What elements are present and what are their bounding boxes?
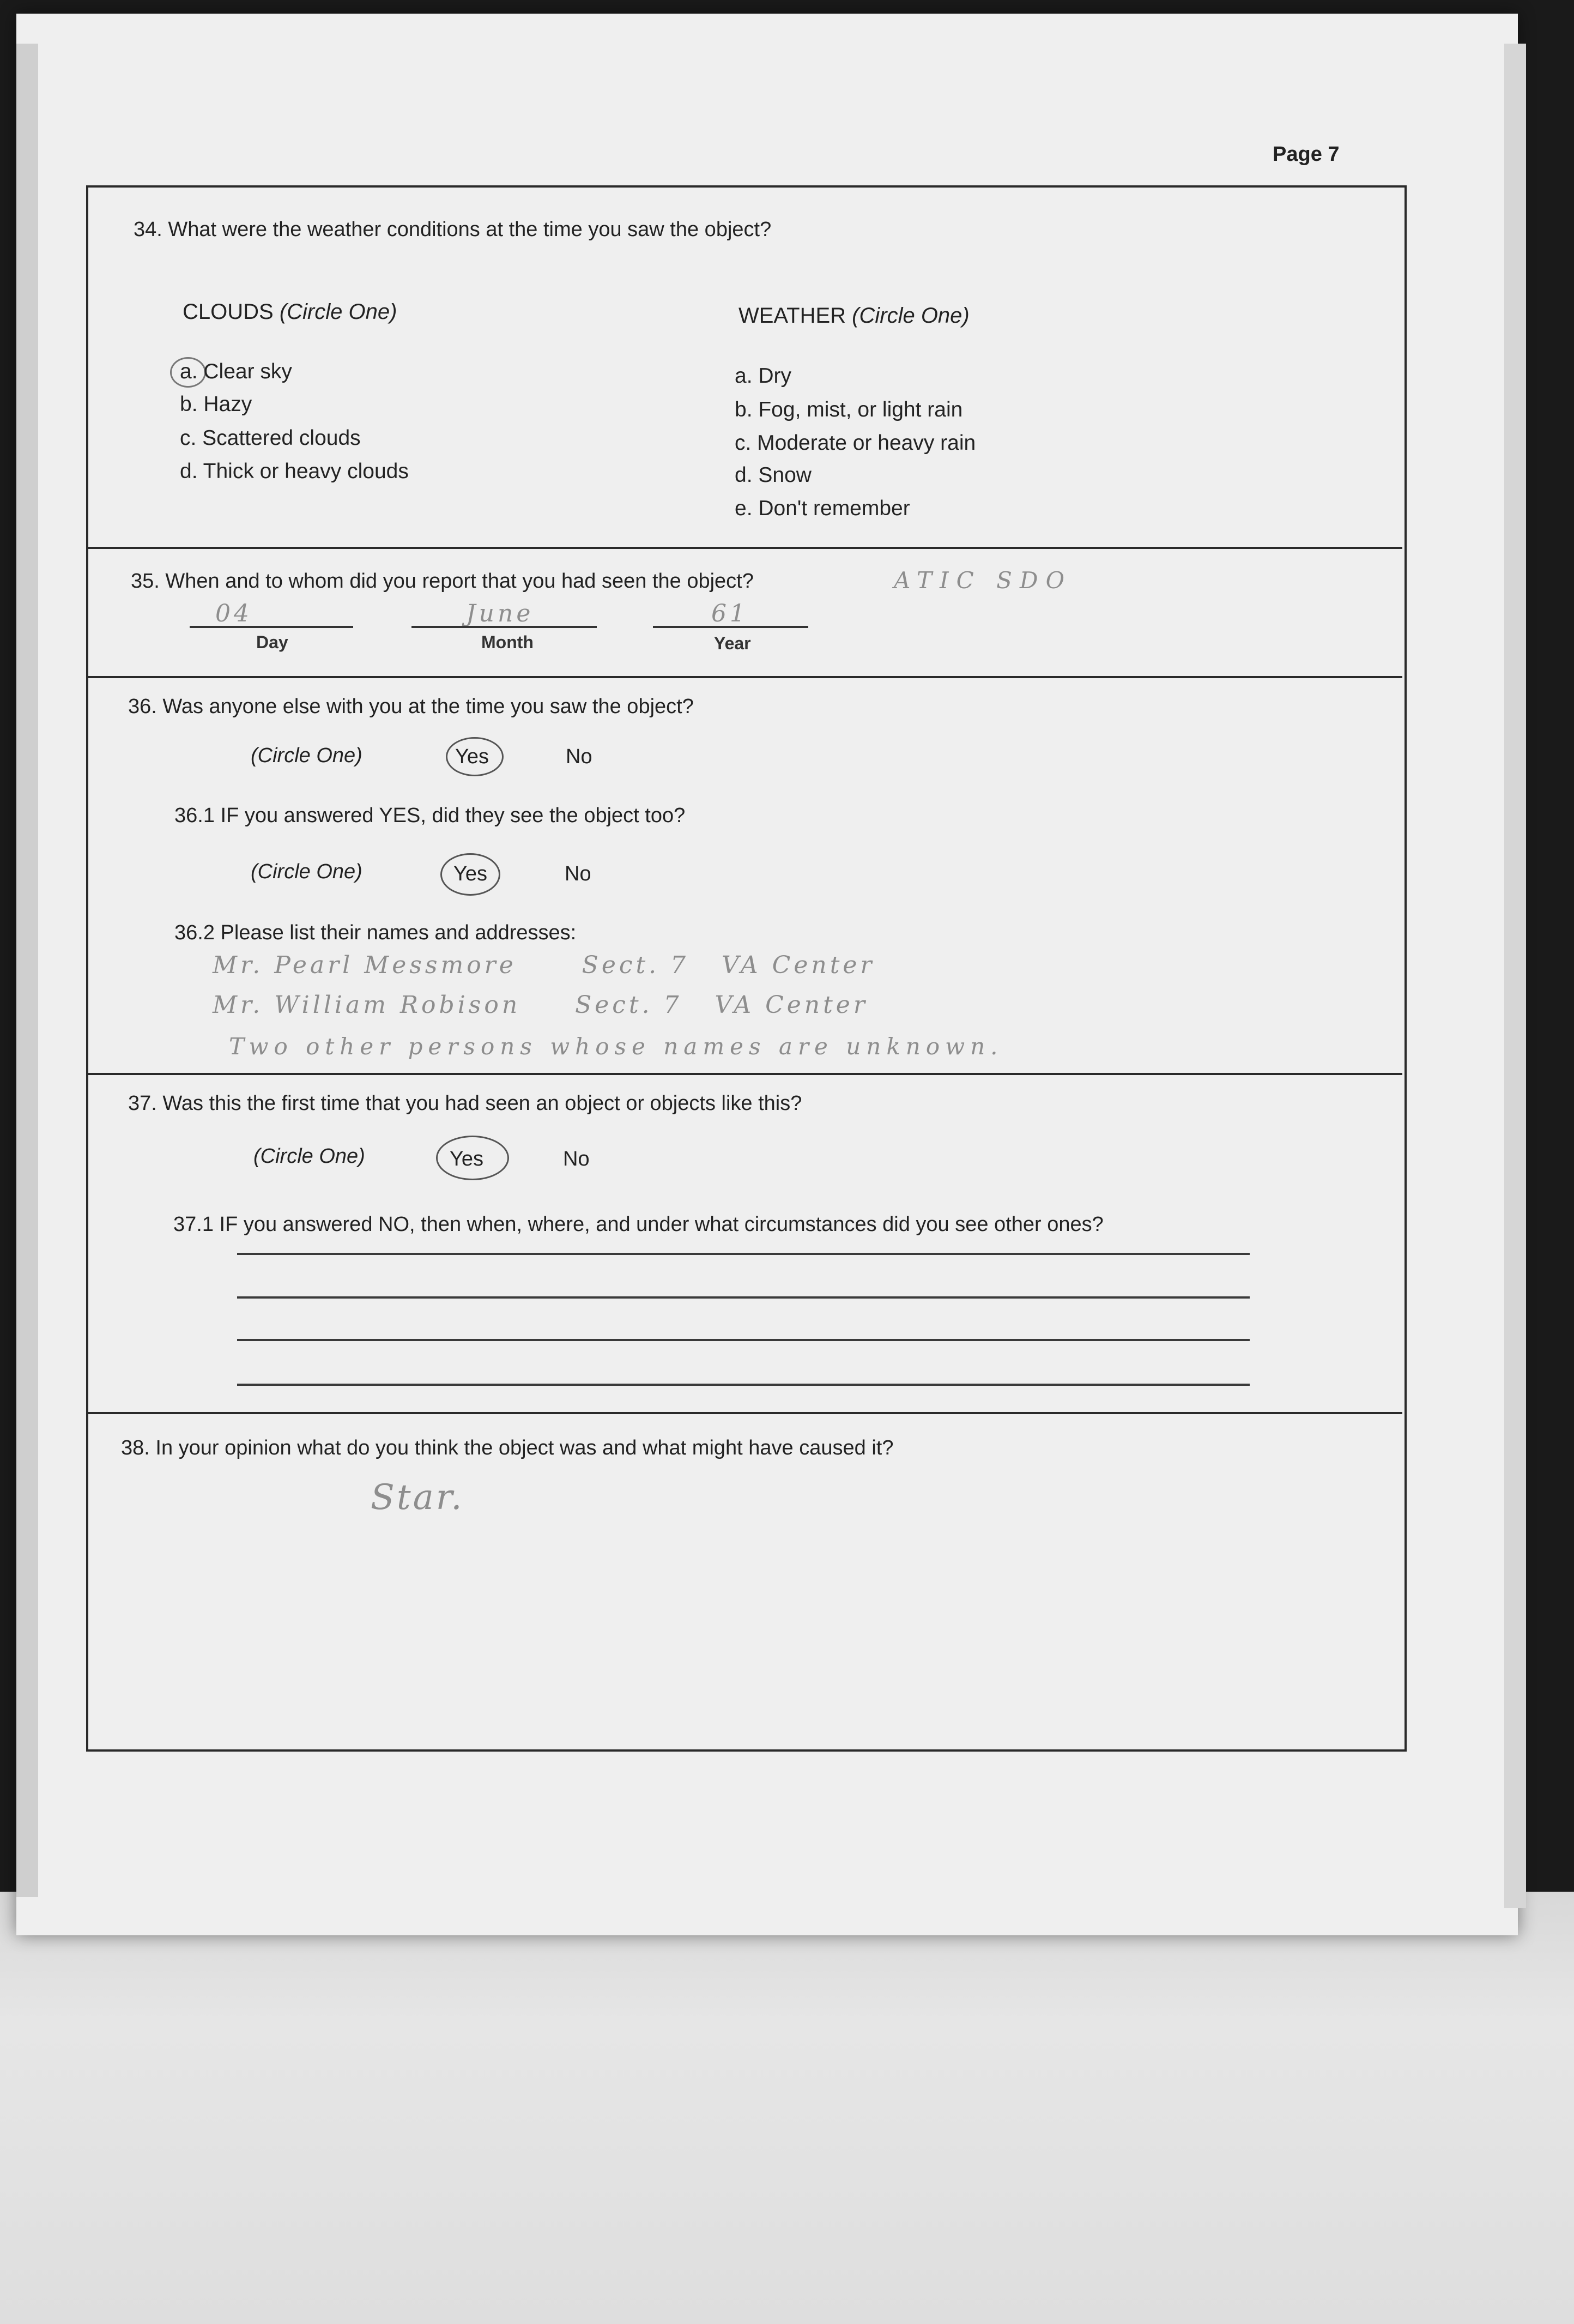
q38-question [121, 1436, 893, 1460]
q36-1-instruction: (Circle One) [251, 860, 362, 883]
q35-month-line [411, 626, 597, 628]
q36-number: 36. [128, 695, 157, 718]
q35-question [131, 570, 754, 593]
q36-2-text: Please list their names and addresses: [220, 921, 577, 944]
q36-yes-option[interactable]: Yes [455, 745, 489, 768]
q36-1-text: IF you answered YES, did they see the object too? [220, 804, 686, 827]
q34-question [134, 218, 771, 242]
q36-2-question [174, 921, 576, 945]
q37-1-text: IF you answered NO, then when, where, and under what circumstances did you see other ones? [219, 1213, 1104, 1236]
q36-no-option[interactable]: No [566, 745, 592, 768]
clouds-heading [183, 300, 397, 324]
q36-2-name-1[interactable]: Mr. Pearl Messmore Sect. 7 VA Center [213, 951, 875, 979]
clouds-heading-label: CLOUDS [183, 300, 274, 324]
q38-answer[interactable]: Star. [371, 1477, 464, 1518]
q34-text: What were the weather conditions at the time you saw the object? [168, 218, 772, 241]
q35-day-value[interactable]: 04 [215, 600, 252, 627]
q36-1-question [174, 804, 685, 828]
q35-day-label: Day [256, 632, 288, 652]
q34-number: 34. [134, 218, 162, 241]
clouds-option-b[interactable]: b. Hazy [180, 393, 252, 416]
q35-number: 35. [131, 570, 160, 593]
divider-34-35 [86, 547, 1402, 549]
q37-1-question [173, 1213, 1104, 1236]
q35-day-line [190, 626, 353, 628]
q36-1-no-option[interactable]: No [565, 862, 591, 885]
q37-number: 37. [128, 1092, 157, 1115]
page-number: Page 7 [1273, 143, 1340, 166]
q37-1-answer-line-3[interactable] [237, 1339, 1250, 1341]
q38-number: 38. [121, 1436, 150, 1459]
q36-2-number: 36.2 [174, 921, 215, 944]
weather-option-e[interactable]: e. Don't remember [735, 497, 910, 520]
q37-text: Was this the first time that you had seen an object or objects like this? [162, 1092, 802, 1115]
q38-text: In your opinion what do you think the object was and what might have caused it? [155, 1436, 894, 1459]
clouds-option-c[interactable]: c. Scattered clouds [180, 426, 361, 450]
q35-year-value[interactable]: 61 [711, 600, 748, 627]
q37-1-answer-line-1[interactable] [237, 1253, 1250, 1255]
q36-instruction: (Circle One) [251, 744, 362, 767]
q37-question [128, 1092, 802, 1115]
q37-1-answer-line-4[interactable] [237, 1384, 1250, 1386]
q37-1-answer-line-2[interactable] [237, 1296, 1250, 1299]
q35-month-label: Month [481, 632, 534, 652]
q37-1-number: 37.1 [173, 1213, 214, 1236]
q35-month-value[interactable]: June [466, 600, 534, 627]
q36-2-name-2[interactable]: Mr. William Robison Sect. 7 VA Center [213, 991, 868, 1019]
clouds-option-a[interactable]: a. Clear sky [180, 360, 292, 383]
weather-option-d[interactable]: d. Snow [735, 463, 812, 487]
page-right-shadow [1504, 44, 1526, 1908]
weather-heading [738, 304, 970, 328]
q35-year-line [653, 626, 808, 628]
q35-year-label: Year [714, 633, 751, 653]
q37-instruction: (Circle One) [253, 1145, 365, 1168]
divider-35-36 [86, 676, 1402, 678]
weather-option-a[interactable]: a. Dry [735, 364, 792, 388]
clouds-option-d[interactable]: d. Thick or heavy clouds [180, 460, 409, 483]
q36-1-number: 36.1 [174, 804, 215, 827]
weather-option-b[interactable]: b. Fog, mist, or light rain [735, 398, 963, 421]
weather-option-c[interactable]: c. Moderate or heavy rain [735, 431, 976, 455]
q35-handwritten-recipient[interactable]: ATIC SDO [894, 567, 1073, 594]
q36-text: Was anyone else with you at the time you saw the object? [162, 695, 694, 718]
weather-heading-label: WEATHER [738, 304, 846, 328]
lower-card-backing [0, 1892, 1574, 2324]
q36-question [128, 695, 694, 719]
divider-37-38 [86, 1412, 1402, 1414]
q37-no-option[interactable]: No [563, 1148, 590, 1170]
divider-36-37 [86, 1073, 1402, 1075]
weather-instruction: (Circle One) [852, 304, 970, 328]
q37-yes-option[interactable]: Yes [450, 1148, 483, 1170]
q36-1-yes-option[interactable]: Yes [453, 862, 487, 885]
q35-text: When and to whom did you report that you had seen the object? [165, 570, 754, 593]
clouds-instruction: (Circle One) [279, 300, 397, 324]
page-left-shadow [16, 44, 38, 1897]
q36-2-name-3[interactable]: Two other persons whose names are unknown. [229, 1033, 1003, 1060]
